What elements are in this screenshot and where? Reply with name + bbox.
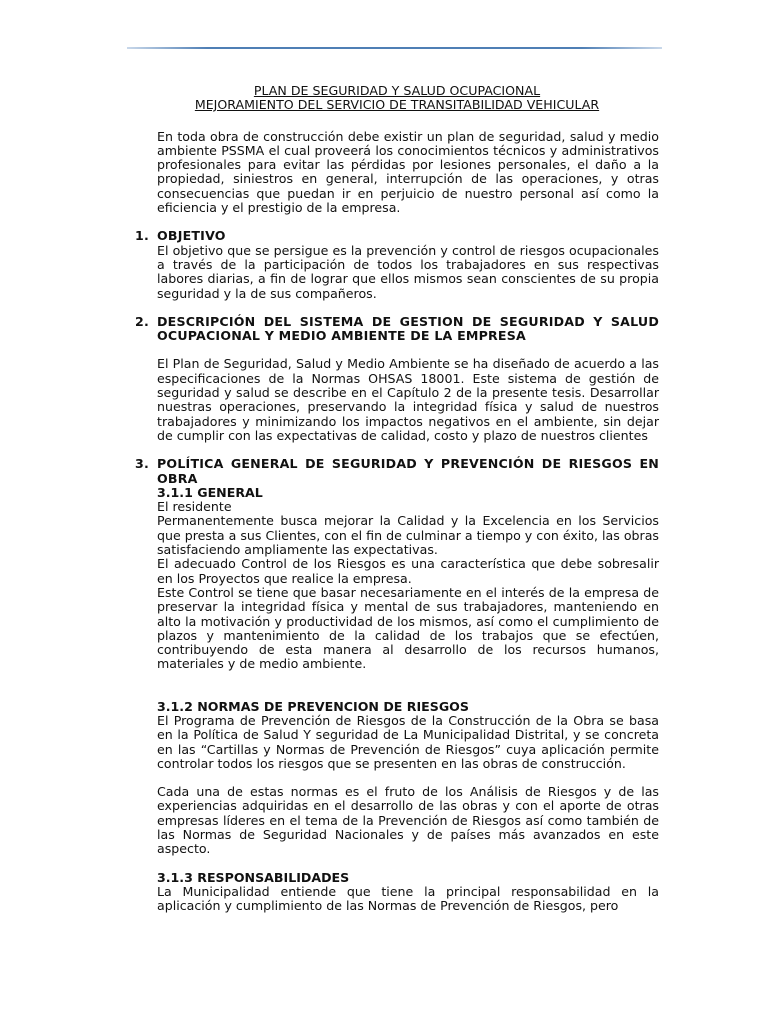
section-2-title: DESCRIPCIÓN DEL SISTEMA DE GESTION DE SEGURIDAD Y SALUD OCUPACIONAL Y MEDIO AMBIENTE DE LA EMPRESA <box>157 313 659 344</box>
document-subtitle: MEJORAMIENTO DEL SERVICIO DE TRANSITABILIDAD VEHICULAR <box>194 97 600 113</box>
document-title: PLAN DE SEGURIDAD Y SALUD OCUPACIONAL <box>253 83 541 98</box>
intro-paragraph: En toda obra de construcción debe existir un plan de seguridad, salud y medio ambiente PSSMA el cual proveerá los conocimientos técnicos y administrativos profesionales para evitar las pérdidas por lesiones personales, el daño a la propiedad, siniestros en general, interrupción de las operaciones, y otras consecuencias que puedan ir en perjuicio de nuestro personal así como la eficiencia y el prestigio de la empresa. <box>157 128 659 216</box>
subsection-3-1-1-title: 3.1.1 GENERAL <box>157 484 263 500</box>
subsection-3-1-1-para1: Permanentemente busca mejorar la Calidad y la Excelencia en los Servicios que presta a sus Clientes, con el fin de culminar a tiempo y con éxito, las obras satisfaciendo ampliamente las expectativas. <box>157 513 659 558</box>
document-page <box>135 84 659 914</box>
subsection-3-1-3-para1: La Municipalidad entiende que tiene la principal responsabilidad en la aplicación y cumplimiento de las Normas de Prevención de Riesgos, pero <box>157 883 659 914</box>
section-2-number: 2. <box>135 313 149 329</box>
subsection-3-1-1-line: El residente <box>157 499 232 515</box>
subsection-3-1-1-para2: El adecuado Control de los Riesgos es una característica que debe sobresalir en los Proyectos que realice la empresa. <box>157 556 659 586</box>
section-1-title: OBJETIVO <box>157 228 226 244</box>
section-1-heading <box>135 229 659 243</box>
section-2-text: El Plan de Seguridad, Salud y Medio Ambiente se ha diseñado de acuerdo a las especificaciones de la Normas OHSAS 18001. Este sistema de gestión de seguridad y salud se describe en el Capítulo 2 de la presente tesis. Desarrollar nuestras operaciones, preservando la integridad física y salud de nuestros trabajadores y minimizando los impactos negativos en el ambiente, sin dejar de cumplir con las expectativas de calidad, costo y plazo de nuestros clientes <box>157 356 659 443</box>
subsection-3-1-2-para2: Cada una de estas normas es el fruto de los Análisis de Riesgos y de las experiencias adquiridas en el desarrollo de las obras y con el aporte de otras empresas líderes en el tema de la Prevención de Riesgos así como también de las Normas de Seguridad Nacionales y de países más avanzados en este aspecto. <box>157 784 659 857</box>
header-rule <box>127 47 662 49</box>
subsection-3-1-3-title: 3.1.3 RESPONSABILIDADES <box>157 869 350 885</box>
section-3-heading <box>135 457 659 486</box>
subsection-3-1-1-para3: Este Control se tiene que basar necesariamente en el interés de la empresa de preservar la integridad física y mental de sus trabajadores, manteniendo en alto la motivación y productividad de los mismos, así como el cumplimiento de plazos y mantenimiento de la calidad de los trabajos que se efectúen, contribuyendo de esta manera al desarrollo de los recursos humanos, materiales y de medio ambiente. <box>157 584 659 672</box>
section-3-title: POLÍTICA GENERAL DE SEGURIDAD Y PREVENCIÓN DE RIESGOS EN OBRA <box>157 456 659 486</box>
section-1-text: El objetivo que se persigue es la prevención y control de riesgos ocupacionales a través de la participación de todos los trabajadores en sus respectivas labores diarias, a fin de lograr que ellos mismos sean conscientes de su propia seguridad y la de sus compañeros. <box>157 242 659 301</box>
title-block <box>135 84 659 113</box>
subsection-3-1-2-title: 3.1.2 NORMAS DE PREVENCION DE RIESGOS <box>157 698 469 714</box>
subsection-3-1-2-para1: El Programa de Prevención de Riesgos de la Construcción de la Obra se basa en la Política de Salud Y seguridad de La Municipalidad Distrital, y se concreta en las “Cartillas y Normas de Prevención de Riesgos” cuya aplicación permite controlar todos los riesgos que se presenten en las obras de construcción. <box>157 712 659 771</box>
section-2-heading <box>135 315 659 344</box>
section-1-number: 1. <box>135 228 149 244</box>
section-3-number: 3. <box>135 456 149 472</box>
